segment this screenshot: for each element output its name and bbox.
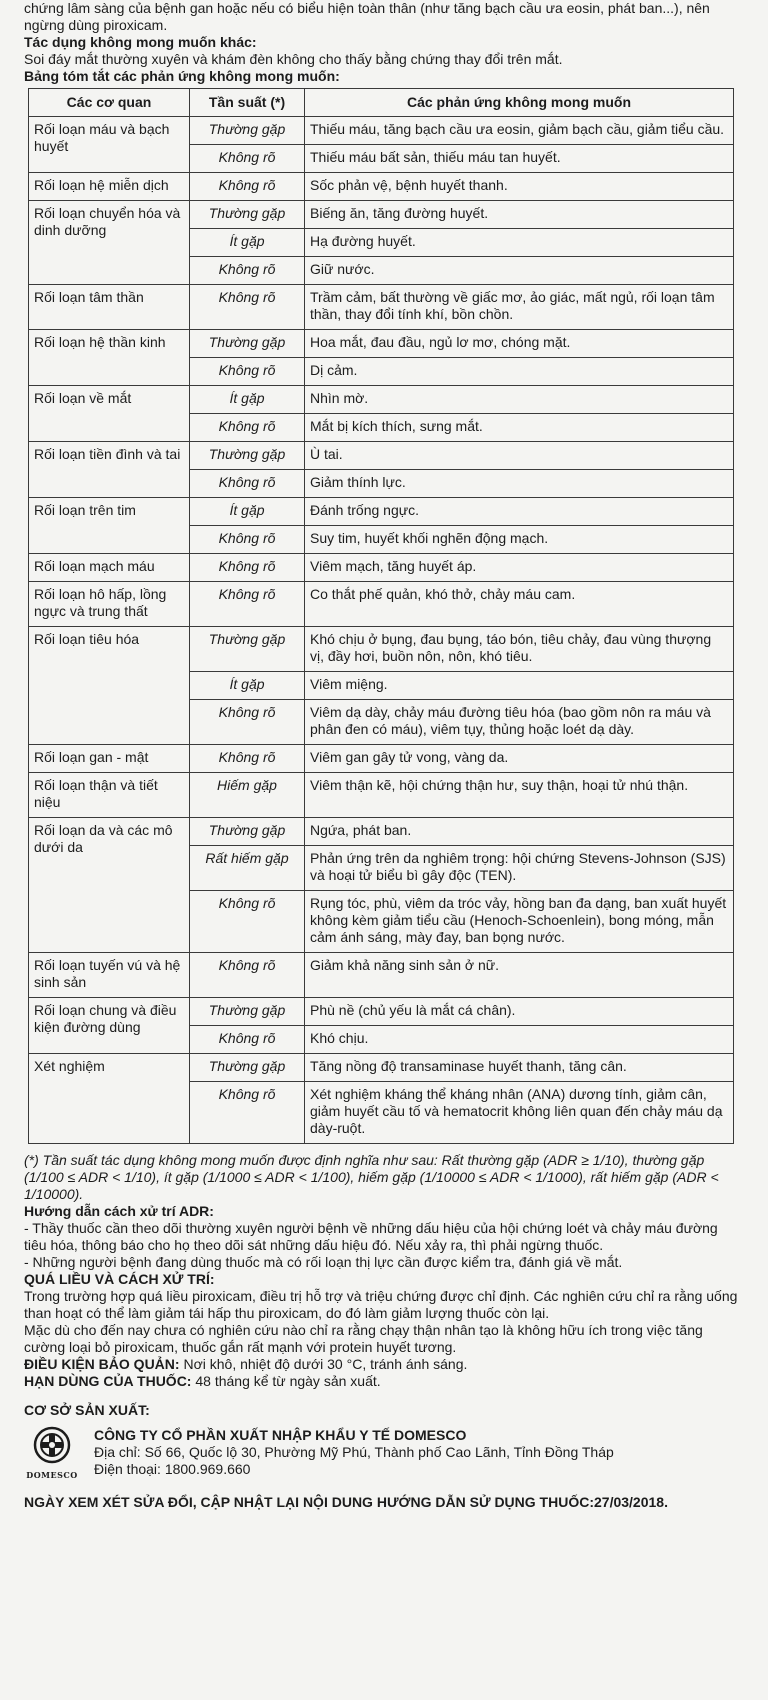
reaction-cell: Co thắt phế quản, khó thở, chảy máu cam. — [305, 582, 734, 627]
reaction-cell: Hạ đường huyết. — [305, 229, 734, 257]
reaction-cell: Rụng tóc, phù, viêm da tróc vảy, hồng ban đa dạng, ban xuất huyết không kèm giảm tiểu cầu (Henoch-Schoenlein), bong móng, mẫn cảm ánh sáng, mày đay, ban bọng nước. — [305, 891, 734, 953]
frequency-cell: Không rõ — [190, 1026, 305, 1054]
frequency-cell: Thường gặp — [190, 201, 305, 229]
reaction-cell: Mắt bị kích thích, sưng mắt. — [305, 414, 734, 442]
adr-title: Hướng dẫn cách xử trí ADR: — [24, 1203, 214, 1219]
table-row — [29, 285, 734, 330]
frequency-cell: Không rõ — [190, 257, 305, 285]
revision-date: 27/03/2018. — [594, 1494, 668, 1510]
frequency-cell: Không rõ — [190, 470, 305, 498]
reaction-cell: Giảm khả năng sinh sản ở nữ. — [305, 953, 734, 998]
table-row — [29, 953, 734, 998]
reaction-cell: Ù tai. — [305, 442, 734, 470]
domesco-logo-icon — [32, 1425, 72, 1465]
table-row — [29, 818, 734, 846]
reaction-cell: Viêm dạ dày, chảy máu đường tiêu hóa (bao gồm nôn ra máu và phân đen có máu), viêm tụy, thủng hoặc loét dạ dày. — [305, 700, 734, 745]
organ-cell: Rối loạn máu và bạch huyết — [29, 117, 190, 173]
reaction-cell: Giữ nước. — [305, 257, 734, 285]
frequency-cell: Hiếm gặp — [190, 773, 305, 818]
frequency-cell: Không rõ — [190, 358, 305, 386]
adverse-reactions-table — [28, 88, 734, 1144]
frequency-cell: Không rõ — [190, 953, 305, 998]
frequency-footnote: (*) Tần suất tác dụng không mong muốn được định nghĩa như sau: Rất thường gặp (ADR ≥ 1/10), thường gặp (1/100 ≤ ADR < 1/10), ít gặp (1/1000 ≤ ADR < 1/100), hiếm gặp (1/10000 ≤ ADR < 1/1000), rất hiếm gặp (ADR < 1/10000). — [24, 1152, 719, 1202]
revision-line — [24, 1494, 740, 1511]
frequency-cell: Thường gặp — [190, 330, 305, 358]
reaction-cell: Phản ứng trên da nghiêm trọng: hội chứng Stevens-Johnson (SJS) và hoại tử biểu bì gây độc (TEN). — [305, 846, 734, 891]
organ-cell: Rối loạn chuyển hóa và dinh dưỡng — [29, 201, 190, 285]
table-header-row — [29, 89, 734, 117]
organ-cell: Rối loạn hệ miễn dịch — [29, 173, 190, 201]
storage-line — [24, 1356, 740, 1373]
company-address: Địa chỉ: Số 66, Quốc lộ 30, Phường Mỹ Phú, Thành phố Cao Lãnh, Tỉnh Đồng Tháp — [94, 1444, 614, 1460]
table-row — [29, 627, 734, 672]
organ-cell: Rối loạn hệ thần kinh — [29, 330, 190, 386]
overdose-text-2: Mặc dù cho đến nay chưa có nghiên cứu nào chỉ ra rằng chạy thận nhân tạo là không hữu ích trong việc tăng cường loại bỏ piroxicam, thuốc gắn rất mạnh với protein huyết tương. — [24, 1322, 703, 1355]
overdose-title: QUÁ LIỀU VÀ CÁCH XỬ TRÍ: — [24, 1271, 215, 1287]
company-phone: Điện thoại: 1800.969.660 — [94, 1461, 251, 1477]
frequency-cell: Không rõ — [190, 700, 305, 745]
overdose-text-1: Trong trường hợp quá liều piroxicam, điều trị hỗ trợ và triệu chứng được chỉ định. Các nghiên cứu chỉ ra rằng uống than hoạt có thể làm giảm tái hấp thu piroxicam, do đó làm giảm lượng thuốc còn lại. — [24, 1288, 738, 1321]
other-effects-text: Soi đáy mắt thường xuyên và khám đèn không cho thấy bằng chứng thay đổi trên mắt. — [24, 51, 563, 67]
table-body — [29, 117, 734, 1144]
reaction-cell: Biếng ăn, tăng đường huyết. — [305, 201, 734, 229]
frequency-cell: Không rõ — [190, 173, 305, 201]
frequency-cell: Không rõ — [190, 1082, 305, 1144]
organ-cell: Rối loạn tuyến vú và hệ sinh sản — [29, 953, 190, 998]
frequency-cell: Thường gặp — [190, 442, 305, 470]
reaction-cell: Viêm thận kẽ, hội chứng thận hư, suy thận, hoại tử nhú thận. — [305, 773, 734, 818]
reaction-cell: Sốc phản vệ, bệnh huyết thanh. — [305, 173, 734, 201]
reaction-cell: Trầm cảm, bất thường về giấc mơ, ảo giác, mất ngủ, rối loạn tâm thần, thay đổi tính khí, bồn chồn. — [305, 285, 734, 330]
table-row — [29, 498, 734, 526]
frequency-cell: Ít gặp — [190, 386, 305, 414]
adr-line-2: - Những người bệnh đang dùng thuốc mà có rối loạn thị lực cần được kiểm tra, đánh giá về mắt. — [24, 1254, 623, 1270]
adr-line-1: - Thầy thuốc cần theo dõi thường xuyên người bệnh về những dấu hiệu của hội chứng loét và chảy máu đường tiêu hóa, thông báo cho họ theo dõi sát những dấu hiệu đó. Nếu xảy ra, thì phải ngừng thuốc. — [24, 1220, 718, 1253]
header-reaction: Các phản ứng không mong muốn — [305, 89, 734, 117]
frequency-cell: Rất hiếm gặp — [190, 846, 305, 891]
table-row — [29, 582, 734, 627]
shelf-life-line — [24, 1373, 740, 1390]
organ-cell: Rối loạn da và các mô dưới da — [29, 818, 190, 953]
table-row — [29, 173, 734, 201]
frequency-cell: Không rõ — [190, 285, 305, 330]
table-row — [29, 330, 734, 358]
frequency-cell: Không rõ — [190, 526, 305, 554]
frequency-cell: Không rõ — [190, 414, 305, 442]
frequency-cell: Thường gặp — [190, 998, 305, 1026]
organ-cell: Rối loạn gan - mật — [29, 745, 190, 773]
shelf-life-title: HẠN DÙNG CỦA THUỐC: — [24, 1373, 192, 1389]
shelf-life-text: 48 tháng kể từ ngày sản xuất. — [195, 1373, 381, 1389]
logo-text: DOMESCO — [26, 1470, 78, 1480]
header-frequency: Tần suất (*) — [190, 89, 305, 117]
table-row — [29, 201, 734, 229]
storage-title: ĐIỀU KIỆN BẢO QUẢN: — [24, 1356, 180, 1372]
frequency-cell: Ít gặp — [190, 498, 305, 526]
frequency-cell: Không rõ — [190, 145, 305, 173]
organ-cell: Rối loạn tiền đình và tai — [29, 442, 190, 498]
continued-text: chứng lâm sàng của bệnh gan hoặc nếu có biểu hiện toàn thân (như tăng bạch cầu ưa eosin, phát ban...), nên ngừng dùng piroxicam. — [24, 0, 710, 33]
reaction-cell: Thiếu máu, tăng bạch cầu ưa eosin, giảm bạch cầu, giảm tiểu cầu. — [305, 117, 734, 145]
other-effects-title: Tác dụng không mong muốn khác: — [24, 34, 257, 50]
table-row — [29, 117, 734, 145]
table-row — [29, 745, 734, 773]
frequency-cell: Không rõ — [190, 554, 305, 582]
organ-cell: Rối loạn hô hấp, lồng ngực và trung thất — [29, 582, 190, 627]
frequency-cell: Không rõ — [190, 745, 305, 773]
reaction-cell: Giảm thính lực. — [305, 470, 734, 498]
frequency-cell: Thường gặp — [190, 818, 305, 846]
reaction-cell: Dị cảm. — [305, 358, 734, 386]
reaction-cell: Viêm mạch, tăng huyết áp. — [305, 554, 734, 582]
table-row — [29, 773, 734, 818]
frequency-cell: Không rõ — [190, 891, 305, 953]
reaction-cell: Nhìn mờ. — [305, 386, 734, 414]
reaction-cell: Thiếu máu bất sản, thiếu máu tan huyết. — [305, 145, 734, 173]
manufacturer-info — [94, 1425, 614, 1478]
organ-cell: Rối loạn tiêu hóa — [29, 627, 190, 745]
reaction-cell: Viêm miệng. — [305, 672, 734, 700]
frequency-cell: Ít gặp — [190, 229, 305, 257]
frequency-cell: Ít gặp — [190, 672, 305, 700]
organ-cell: Rối loạn chung và điều kiện đường dùng — [29, 998, 190, 1054]
reaction-cell: Phù nề (chủ yếu là mắt cá chân). — [305, 998, 734, 1026]
reaction-cell: Khó chịu. — [305, 1026, 734, 1054]
revision-label: NGÀY XEM XÉT SỬA ĐỔI, CẬP NHẬT LẠI NỘI DUNG HƯỚNG DẪN SỬ DỤNG THUỐC: — [24, 1494, 594, 1510]
frequency-cell: Không rõ — [190, 582, 305, 627]
company-name: CÔNG TY CỔ PHẦN XUẤT NHẬP KHẨU Y TẾ DOMESCO — [94, 1427, 467, 1443]
manufacturer-title: CƠ SỞ SẢN XUẤT: — [24, 1402, 150, 1418]
frequency-cell: Thường gặp — [190, 627, 305, 672]
organ-cell: Rối loạn thận và tiết niệu — [29, 773, 190, 818]
reaction-cell: Hoa mắt, đau đầu, ngủ lơ mơ, chóng mặt. — [305, 330, 734, 358]
frequency-cell: Thường gặp — [190, 117, 305, 145]
reaction-cell: Tăng nồng độ transaminase huyết thanh, tăng cân. — [305, 1054, 734, 1082]
reaction-cell: Viêm gan gây tử vong, vàng da. — [305, 745, 734, 773]
table-row — [29, 1054, 734, 1082]
table-row — [29, 998, 734, 1026]
reaction-cell: Khó chịu ở bụng, đau bụng, táo bón, tiêu chảy, đau vùng thượng vị, đầy hơi, buồn nôn, nôn, khó tiêu. — [305, 627, 734, 672]
reaction-cell: Ngứa, phát ban. — [305, 818, 734, 846]
reaction-cell: Suy tim, huyết khối nghẽn động mạch. — [305, 526, 734, 554]
organ-cell: Rối loạn mạch máu — [29, 554, 190, 582]
header-organ: Các cơ quan — [29, 89, 190, 117]
table-row — [29, 554, 734, 582]
reaction-cell: Xét nghiệm kháng thể kháng nhân (ANA) dương tính, giảm cân, giảm huyết cầu tố và hematocrit không liên quan đến chảy máu dạ dày-ruột. — [305, 1082, 734, 1144]
manufacturer-block — [24, 1425, 740, 1484]
company-logo — [24, 1425, 80, 1484]
organ-cell: Rối loạn trên tim — [29, 498, 190, 554]
reaction-cell: Đánh trống ngực. — [305, 498, 734, 526]
storage-text: Nơi khô, nhiệt độ dưới 30 °C, tránh ánh sáng. — [183, 1356, 468, 1372]
summary-title: Bảng tóm tắt các phản ứng không mong muốn: — [24, 68, 340, 84]
table-row — [29, 386, 734, 414]
organ-cell: Rối loạn về mắt — [29, 386, 190, 442]
organ-cell: Rối loạn tâm thần — [29, 285, 190, 330]
frequency-cell: Thường gặp — [190, 1054, 305, 1082]
table-row — [29, 442, 734, 470]
organ-cell: Xét nghiệm — [29, 1054, 190, 1144]
